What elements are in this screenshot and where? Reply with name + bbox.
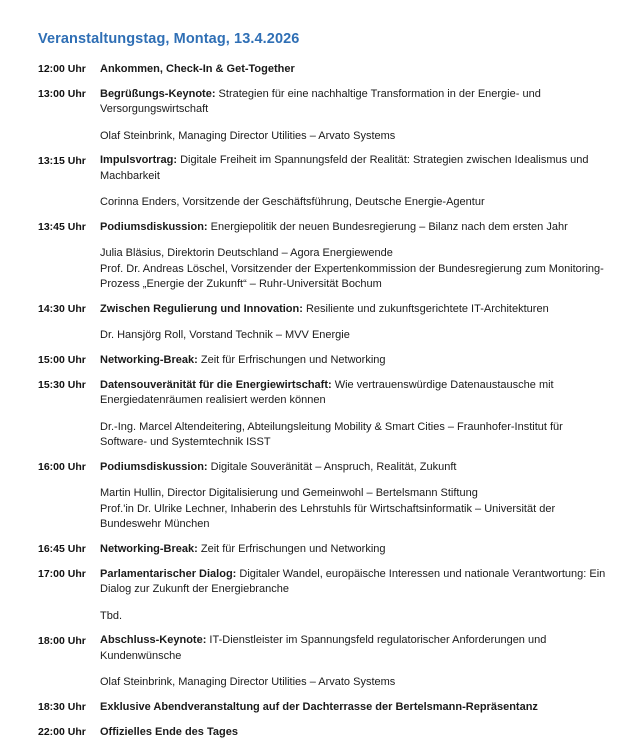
agenda-row [38,87,608,145]
slot-title-lead: Podiumsdiskussion: [100,460,208,473]
slot-title [100,700,608,716]
slot-time: 15:30 Uhr [38,379,86,392]
slot-title-lead: Datensouveränität für die Energiewirtschaft: [100,378,332,391]
slot-title [100,62,608,78]
speaker-line: Dr. Hansjörg Roll, Vorstand Technik – MVV Energie [100,329,350,342]
agenda-row [38,153,608,211]
slot-time: 16:00 Uhr [38,461,86,474]
slot-title-lead: Parlamentarischer Dialog: [100,567,237,580]
slot-title-lead: Impulsvortrag: [100,154,178,167]
slot-body [100,378,608,451]
slot-time: 12:00 Uhr [38,63,86,76]
agenda-row [38,220,608,293]
slot-speaker-list [100,195,608,211]
slot-speaker-list [100,420,608,451]
agenda-row [38,567,608,625]
slot-title [100,220,608,236]
slot-title-lead: Offizielles Ende des Tages [100,725,238,738]
slot-time: 13:45 Uhr [38,221,86,234]
slot-body [100,302,608,344]
speaker-line: Martin Hullin, Director Digitalisierung und Gemeinwohl – Bertelsmann Stiftung [100,487,478,500]
slot-body [100,460,608,533]
slot-title-lead: Exklusive Abendveranstaltung auf der Dachterrasse der Bertelsmann-Repräsentanz [100,700,538,713]
slot-time: 15:00 Uhr [38,354,86,367]
slot-title [100,378,608,409]
slot-speaker-list [100,675,608,691]
slot-time: 14:30 Uhr [38,303,86,316]
slot-time: 17:00 Uhr [38,568,86,581]
agenda-row [38,460,608,533]
slot-body [100,353,608,369]
speaker-line: Prof. Dr. Andreas Löschel, Vorsitzender der Expertenkommission der Bundesregierung zum Monitoring-Prozess „Energie der Zukunft“ – Ruhr-Universität Bochum [100,262,604,291]
page-title: Veranstaltungstag, Montag, 13.4.2026 [38,31,300,47]
slot-time: 18:30 Uhr [38,701,86,714]
slot-title-description: Energiepolitik der neuen Bundesregierung – Bilanz nach dem ersten Jahr [207,220,568,233]
slot-time: 13:00 Uhr [38,88,86,101]
slot-title-description: Zeit für Erfrischungen und Networking [197,542,386,555]
agenda-row [38,62,608,78]
agenda-row [38,700,608,716]
agenda-list [38,62,608,741]
slot-title [100,725,608,741]
slot-title-description: Resiliente und zukunftsgerichtete IT-Architekturen [302,302,549,315]
speaker-line: Olaf Steinbrink, Managing Director Utilities – Arvato Systems [100,129,396,142]
slot-title-lead: Podiumsdiskussion: [100,220,208,233]
slot-title [100,302,608,318]
slot-title [100,153,608,184]
slot-body [100,153,608,211]
slot-speaker-list [100,246,608,293]
speaker-line: Prof.'in Dr. Ulrike Lechner, Inhaberin des Lehrstuhls für Wirtschaftsinformatik – Universität der Bundeswehr München [100,502,556,531]
slot-title [100,460,608,476]
slot-title [100,567,608,598]
slot-title-lead: Begrüßungs-Keynote: [100,87,216,100]
slot-body [100,567,608,625]
slot-title-lead: Abschluss-Keynote: [100,634,207,647]
speaker-line: Tbd. [100,609,123,622]
slot-speaker-list [100,609,608,625]
slot-body [100,633,608,691]
slot-title-description: IT-Dienstleister im Spannungsfeld regulatorischer Anforderungen und Kundenwünsche [100,634,547,662]
agenda-row [38,542,608,558]
slot-title-lead: Zwischen Regulierung und Innovation: [100,302,303,315]
agenda-row [38,378,608,451]
slot-title-lead: Networking-Break: [100,353,198,366]
slot-time: 13:15 Uhr [38,154,86,167]
slot-body [100,700,608,716]
speaker-line: Corinna Enders, Vorsitzende der Geschäftsführung, Deutsche Energie-Agentur [100,196,485,209]
slot-time: 16:45 Uhr [38,543,86,556]
agenda-row [38,725,608,741]
agenda-row [38,633,608,691]
speaker-line: Julia Bläsius, Direktorin Deutschland – Agora Energiewende [100,247,393,260]
slot-time: 18:00 Uhr [38,634,86,647]
slot-title-lead: Ankommen, Check-In & Get-Together [100,62,295,75]
slot-time: 22:00 Uhr [38,726,86,739]
slot-speaker-list [100,129,608,145]
slot-speaker-list [100,486,608,533]
slot-title [100,353,608,369]
slot-title [100,542,608,558]
slot-body [100,220,608,293]
slot-title-description: Digitale Freiheit im Spannungsfeld der Realität: Strategien zwischen Idealismus und Machbarkeit [100,154,589,182]
slot-title-description: Zeit für Erfrischungen und Networking [197,353,386,366]
slot-title-lead: Networking-Break: [100,542,198,555]
slot-title-description: Wie vertrauenswürdige Datenaustausche mit Energiedatenräumen realisiert werden können [100,378,554,407]
slot-title-description: Digitale Souveränität – Anspruch, Realität, Zukunft [207,460,457,473]
slot-body [100,725,608,741]
agenda-row [38,353,608,369]
slot-title [100,633,608,664]
slot-body [100,87,608,145]
slot-title-description: Digitaler Wandel, europäische Interessen und nationale Verantwortung: Ein Dialog zur Zukunft der Energiebranche [100,567,606,596]
slot-title-description: Strategien für eine nachhaltige Transformation in der Energie- und Versorgungswirtschaft [100,87,541,116]
slot-body [100,542,608,558]
speaker-line: Olaf Steinbrink, Managing Director Utilities – Arvato Systems [100,676,396,689]
slot-title [100,87,608,118]
slot-body [100,62,608,78]
speaker-line: Dr.-Ing. Marcel Altendeitering, Abteilungsleitung Mobility & Smart Cities – Fraunhofer-Institut für Software- und Systemtechnik ISST [100,420,563,449]
slot-speaker-list [100,328,608,344]
agenda-row [38,302,608,344]
